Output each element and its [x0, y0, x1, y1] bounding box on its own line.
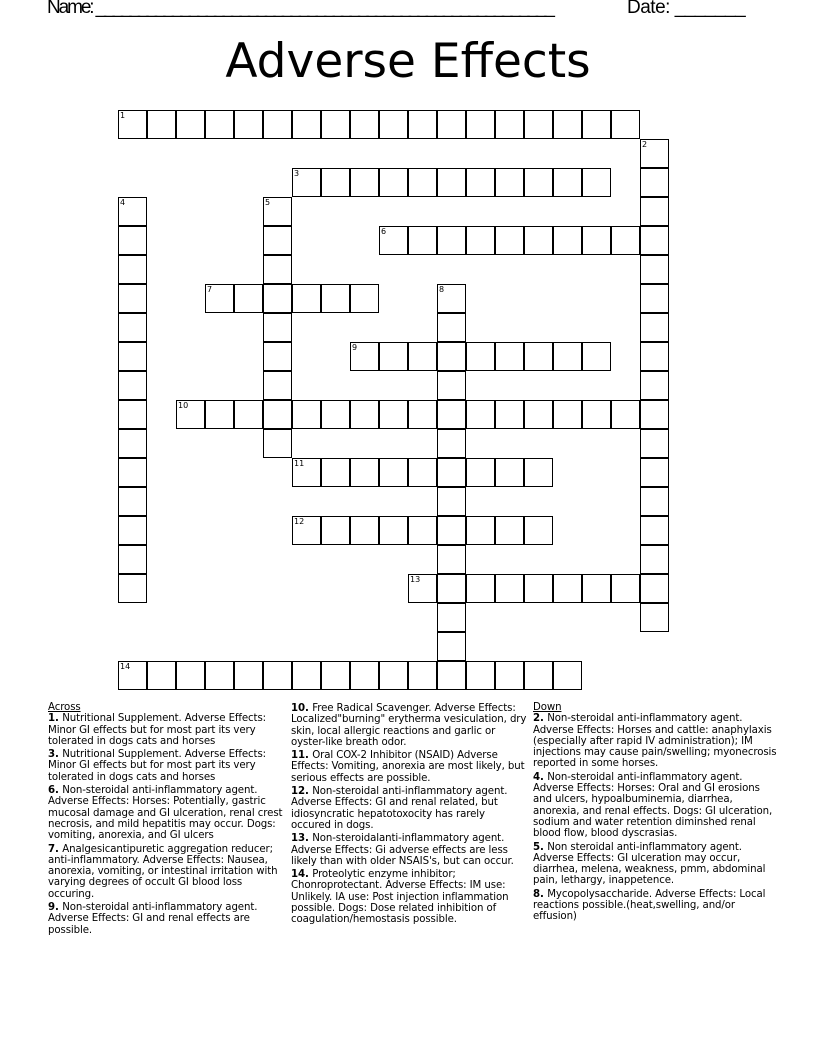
grid-cell[interactable] [118, 661, 147, 690]
grid-cell[interactable] [118, 429, 147, 458]
clue-text: Non-steroidal anti-inflammatory agent. Adverse Effects: GI and renal effects are possible. [48, 902, 258, 936]
grid-cell[interactable] [524, 574, 553, 603]
clue-number: 12 [291, 786, 305, 798]
grid-cell[interactable] [466, 574, 495, 603]
cell-number: 8 [439, 285, 445, 294]
grid-cell[interactable] [640, 313, 669, 342]
grid-cell[interactable] [524, 661, 553, 690]
across-clues-continued [291, 703, 527, 928]
grid-cell[interactable] [350, 168, 379, 197]
down-clue: 8. Mycopolysaccharide. Adverse Effects: Local reactions possible.(heat,swelling, and/or effusion) [533, 888, 766, 923]
grid-cell[interactable] [466, 342, 495, 371]
down-clues [533, 702, 778, 925]
clue-text: Nutritional Supplement. Adverse Effects: Minor GI effects but for most part its very tolerated in dogs cats and horses [48, 749, 266, 783]
across-clue: 9. Non-steroidal anti-inflammatory agent. Adverse Effects: GI and renal effects are possible. [48, 902, 258, 936]
grid-cell[interactable] [640, 516, 669, 545]
grid-cell[interactable] [553, 226, 582, 255]
grid-cell[interactable] [263, 429, 292, 458]
grid-cell[interactable] [118, 487, 147, 516]
clue-number: 13 [291, 833, 305, 845]
clue-text: Nutritional Supplement. Adverse Effects: Minor GI effects but for most part its very tolerated in dogs cats and horses [48, 713, 266, 747]
grid-cell[interactable] [466, 458, 495, 487]
grid-cell[interactable] [495, 458, 524, 487]
clue-text: Non-steroidal anti-inflammatory agent. Adverse Effects: GI and renal related, but idiosyncratic hepatotoxocity has rarely occured in dogs. [291, 786, 508, 831]
cell-number: 10 [178, 401, 189, 410]
cell-number: 9 [352, 343, 358, 352]
grid-cell[interactable] [640, 487, 669, 516]
clue-text: Oral COX-2 Inhibitor (NSAID) Adverse Effects: Vomiting, anorexia are most likely, but serious effects are possible. [291, 750, 525, 784]
grid-cell[interactable] [437, 284, 466, 313]
grid-cell[interactable] [292, 516, 321, 545]
grid-cell[interactable] [466, 516, 495, 545]
grid-cell[interactable] [350, 400, 379, 429]
grid-cell[interactable] [118, 197, 147, 226]
grid-cell[interactable] [292, 661, 321, 690]
grid-cell[interactable] [495, 661, 524, 690]
grid-cell[interactable] [205, 661, 234, 690]
cell-number: 3 [294, 169, 300, 178]
grid-cell[interactable] [292, 284, 321, 313]
grid-cell[interactable] [118, 516, 147, 545]
cell-number: 1 [120, 111, 126, 120]
grid-cell[interactable] [640, 400, 669, 429]
grid-cell[interactable] [263, 400, 292, 429]
grid-cell[interactable] [350, 110, 379, 139]
grid-cell[interactable] [379, 168, 408, 197]
grid-cell[interactable] [379, 342, 408, 371]
clue-text: Proteolytic enzyme inhibitor; Chonroprotectant. Adverse Effects: IM use: Unlikely. IA use: Post injection inflammation possible. Dogs: Dose related inhibition of coagulation/hemostasis possible. [291, 869, 509, 926]
grid-cell[interactable] [118, 255, 147, 284]
grid-cell[interactable] [640, 545, 669, 574]
grid-cell[interactable] [350, 458, 379, 487]
grid-cell[interactable] [118, 545, 147, 574]
grid-cell[interactable] [495, 226, 524, 255]
grid-cell[interactable] [495, 110, 524, 139]
cell-number: 13 [410, 575, 421, 584]
cell-number: 2 [642, 140, 648, 149]
grid-cell[interactable] [437, 313, 466, 342]
grid-cell[interactable] [524, 342, 553, 371]
grid-cell[interactable] [118, 110, 147, 139]
grid-cell[interactable] [524, 226, 553, 255]
grid-cell[interactable] [118, 226, 147, 255]
grid-cell[interactable] [321, 110, 350, 139]
grid-cell[interactable] [553, 168, 582, 197]
clue-text: Non-steroidalanti-inflammatory agent. Adverse Effects: Gi adverse effects are less likely than with older NSAIS's, but can occur. [291, 833, 514, 867]
grid-cell[interactable] [640, 429, 669, 458]
grid-cell[interactable] [408, 226, 437, 255]
grid-cell[interactable] [408, 168, 437, 197]
grid-cell[interactable] [147, 110, 176, 139]
grid-cell[interactable] [321, 400, 350, 429]
grid-cell[interactable] [437, 110, 466, 139]
grid-cell[interactable] [437, 632, 466, 661]
grid-cell[interactable] [466, 110, 495, 139]
grid-cell[interactable] [582, 400, 611, 429]
grid-cell[interactable] [466, 400, 495, 429]
grid-cell[interactable] [234, 661, 263, 690]
grid-cell[interactable] [292, 400, 321, 429]
across-clue: 14. Proteolytic enzyme inhibitor; Chonroprotectant. Adverse Effects: IM use: Unlikely. IA use: Post injection inflammation possible. Dogs: Dose related inhibition of coagulation/hemostasis possible. [291, 869, 509, 926]
grid-cell[interactable] [611, 110, 640, 139]
grid-cell[interactable] [408, 661, 437, 690]
cell-number: 14 [120, 662, 131, 671]
grid-cell[interactable] [321, 168, 350, 197]
grid-cell[interactable] [350, 342, 379, 371]
grid-cell[interactable] [437, 342, 466, 371]
grid-cell[interactable] [437, 458, 466, 487]
clue-number: 3 [48, 749, 55, 761]
clue-text: Mycopolysaccharide. Adverse Effects: Local reactions possible.(heat,swelling, and/or effusion) [533, 888, 766, 923]
grid-cell[interactable] [437, 545, 466, 574]
grid-cell[interactable] [118, 574, 147, 603]
grid-cell[interactable] [263, 255, 292, 284]
across-clue: 11. Oral COX-2 Inhibitor (NSAID) Adverse Effects: Vomiting, anorexia are most likely, but serious effects are possible. [291, 750, 525, 784]
grid-cell[interactable] [437, 400, 466, 429]
grid-cell[interactable] [437, 168, 466, 197]
cell-number: 7 [207, 285, 213, 294]
across-clue: 7. Analgesicantipuretic aggregation reducer; anti-inflammatory. Adverse Effects: Nausea, anorexia, vomiting, or intestinal irritation with varying degrees of occult GI blood loss occuring. [48, 843, 278, 900]
grid-cell[interactable] [437, 574, 466, 603]
grid-cell[interactable] [205, 400, 234, 429]
grid-cell[interactable] [176, 661, 205, 690]
grid-cell[interactable] [205, 110, 234, 139]
grid-cell[interactable] [582, 574, 611, 603]
across-clue: 10. Free Radical Scavenger. Adverse Effects: Localized"burning" erytherma vesiculation, dry skin, local allergic reactions and garlic or oyster-like breath odor. [291, 703, 527, 748]
across-clue: 12. Non-steroidal anti-inflammatory agent. Adverse Effects: GI and renal related, but idiosyncratic hepatotoxocity has rarely occured in dogs. [291, 786, 508, 831]
grid-cell[interactable] [118, 313, 147, 342]
grid-cell[interactable] [640, 603, 669, 632]
grid-cell[interactable] [640, 574, 669, 603]
grid-cell[interactable] [466, 661, 495, 690]
grid-cell[interactable] [408, 516, 437, 545]
cell-number: 6 [381, 227, 387, 236]
clue-number: 14 [291, 869, 305, 881]
grid-cell[interactable] [495, 574, 524, 603]
date-field[interactable]: Date: _______ [627, 0, 746, 18]
grid-cell[interactable] [611, 226, 640, 255]
clue-number: 7 [48, 843, 55, 855]
grid-cell[interactable] [437, 661, 466, 690]
grid-cell[interactable] [176, 110, 205, 139]
grid-cell[interactable] [640, 139, 669, 168]
grid-cell[interactable] [495, 342, 524, 371]
grid-cell[interactable] [582, 168, 611, 197]
grid-cell[interactable] [321, 458, 350, 487]
grid-cell[interactable] [524, 168, 553, 197]
grid-cell[interactable] [495, 516, 524, 545]
grid-cell[interactable] [553, 400, 582, 429]
grid-cell[interactable] [234, 110, 263, 139]
grid-cell[interactable] [408, 342, 437, 371]
across-clue: 13. Non-steroidalanti-inflammatory agent. Adverse Effects: Gi adverse effects are less likely than with older NSAIS's, but can occur. [291, 833, 514, 867]
grid-cell[interactable] [495, 400, 524, 429]
grid-cell[interactable] [437, 487, 466, 516]
grid-cell[interactable] [524, 516, 553, 545]
grid-cell[interactable] [263, 197, 292, 226]
grid-cell[interactable] [524, 400, 553, 429]
grid-cell[interactable] [321, 661, 350, 690]
grid-cell[interactable] [640, 371, 669, 400]
grid-cell[interactable] [379, 226, 408, 255]
grid-cell[interactable] [524, 458, 553, 487]
grid-cell[interactable] [350, 516, 379, 545]
clue-number: 6 [48, 785, 55, 797]
name-field[interactable]: Name: ______________________________________________________ [47, 0, 553, 18]
grid-cell[interactable] [553, 661, 582, 690]
grid-cell[interactable] [321, 516, 350, 545]
grid-cell[interactable] [350, 284, 379, 313]
grid-cell[interactable] [524, 110, 553, 139]
clue-number: 9 [48, 902, 55, 914]
clue-text: Non-steroidal anti-inflammatory agent. Adverse Effects: Horses and cattle: anaphylaxis (especially after rapid IV administration); IM injections may cause pain/swelling; myonecrosis reported in some horses. [533, 713, 777, 770]
grid-cell[interactable] [582, 342, 611, 371]
grid-cell[interactable] [640, 168, 669, 197]
clue-number: 11 [291, 750, 305, 762]
across-clue: 6. Non-steroidal anti-inflammatory agent. Adverse Effects: Horses: Potentially, gastric mucosal damage and GI ulceration, renal crest necrosis, and mild hepatitis may occur. Dogs: vomiting, anorexia, and GI ulcers [48, 785, 283, 842]
grid-cell[interactable] [437, 603, 466, 632]
down-clue: 5. Non steroidal anti-inflammatory agent. Adverse Effects: GI ulceration may occur, diarrhea, melena, weakness, pmm, abdominal pain, lethargy, inappetence. [533, 841, 766, 887]
grid-cell[interactable] [466, 168, 495, 197]
grid-cell[interactable] [611, 400, 640, 429]
grid-cell[interactable] [263, 226, 292, 255]
down-clue: 2. Non-steroidal anti-inflammatory agent. Adverse Effects: Horses and cattle: anaphylaxis (especially after rapid IV administration); IM injections may cause pain/swelling; myonecrosis reported in some horses. [533, 713, 777, 770]
grid-cell[interactable] [640, 226, 669, 255]
grid-cell[interactable] [437, 371, 466, 400]
grid-cell[interactable] [640, 458, 669, 487]
grid-cell[interactable] [379, 110, 408, 139]
grid-cell[interactable] [118, 458, 147, 487]
grid-cell[interactable] [292, 168, 321, 197]
cell-number: 4 [120, 198, 126, 207]
grid-cell[interactable] [379, 661, 408, 690]
grid-cell[interactable] [437, 516, 466, 545]
across-clue: 1. Nutritional Supplement. Adverse Effects: Minor GI effects but for most part its very tolerated in dogs cats and horses [48, 713, 266, 747]
grid-cell[interactable] [118, 400, 147, 429]
grid-cell[interactable] [118, 284, 147, 313]
cell-number: 11 [294, 459, 305, 468]
grid-cell[interactable] [582, 226, 611, 255]
grid-cell[interactable] [408, 458, 437, 487]
clue-number: 1 [48, 713, 55, 725]
grid-cell[interactable] [640, 342, 669, 371]
across-clues [48, 702, 284, 938]
page-title: Adverse Effects [225, 34, 591, 89]
clue-text: Non steroidal anti-inflammatory agent. Adverse Effects: GI ulceration may occur, diarrhea, melena, weakness, pmm, abdominal pain, lethargy, inappetence. [533, 841, 766, 887]
clue-text: Non-steroidal anti-inflammatory agent. Adverse Effects: Horses: Potentially, gastric mucosal damage and GI ulceration, renal crest necrosis, and mild hepatitis may occur. Dogs: vomiting, anorexia, and GI ulcers [48, 785, 283, 842]
grid-cell[interactable] [263, 661, 292, 690]
grid-cell[interactable] [553, 574, 582, 603]
grid-cell[interactable] [640, 284, 669, 313]
grid-cell[interactable] [379, 516, 408, 545]
grid-cell[interactable] [466, 226, 495, 255]
grid-cell[interactable] [408, 110, 437, 139]
grid-cell[interactable] [292, 458, 321, 487]
grid-cell[interactable] [292, 110, 321, 139]
grid-cell[interactable] [350, 661, 379, 690]
grid-cell[interactable] [611, 574, 640, 603]
grid-cell[interactable] [263, 110, 292, 139]
clue-text: Analgesicantipuretic aggregation reducer; anti-inflammatory. Adverse Effects: Nausea, anorexia, vomiting, or intestinal irritation with varying degrees of occult GI blood loss occuring. [48, 843, 278, 900]
grid-cell[interactable] [437, 226, 466, 255]
down-heading: Down [533, 702, 562, 713]
grid-cell[interactable] [640, 255, 669, 284]
grid-cell[interactable] [582, 110, 611, 139]
clue-text: Free Radical Scavenger. Adverse Effects: Localized"burning" erytherma vesiculation, dry skin, local allergic reactions and garlic or oyster-like breath odor. [291, 703, 527, 748]
cell-number: 5 [265, 198, 271, 207]
grid-cell[interactable] [408, 400, 437, 429]
grid-cell[interactable] [437, 429, 466, 458]
grid-cell[interactable] [234, 400, 263, 429]
grid-cell[interactable] [321, 284, 350, 313]
clue-number: 4 [533, 771, 540, 783]
clue-number: 5 [533, 841, 540, 853]
grid-cell[interactable] [553, 342, 582, 371]
across-clue: 3. Nutritional Supplement. Adverse Effects: Minor GI effects but for most part its very tolerated in dogs cats and horses [48, 749, 266, 783]
grid-cell[interactable] [118, 342, 147, 371]
grid-cell[interactable] [379, 400, 408, 429]
across-heading: Across [48, 702, 81, 713]
grid-cell[interactable] [408, 574, 437, 603]
grid-cell[interactable] [495, 168, 524, 197]
clue-number: 2 [533, 713, 540, 725]
cell-number: 12 [294, 517, 305, 526]
clue-text: Non-steroidal anti-inflammatory agent. Adverse Effects: Horses: Oral and GI erosions and ulcers, hypoalbuminemia, diarrhea, anorexia, and renal effects. Dogs: GI ulceration, sodium and water retention diminshed renal blood flow, blood dyscrasias. [533, 771, 773, 840]
grid-cell[interactable] [176, 400, 205, 429]
grid-cell[interactable] [263, 313, 292, 342]
grid-cell[interactable] [147, 661, 176, 690]
grid-cell[interactable] [263, 371, 292, 400]
clue-number: 8 [533, 888, 540, 900]
grid-cell[interactable] [640, 197, 669, 226]
grid-cell[interactable] [205, 284, 234, 313]
grid-cell[interactable] [234, 284, 263, 313]
grid-cell[interactable] [553, 110, 582, 139]
grid-cell[interactable] [263, 342, 292, 371]
grid-cell[interactable] [118, 371, 147, 400]
clue-number: 10 [291, 703, 305, 714]
grid-cell[interactable] [263, 284, 292, 313]
grid-cell[interactable] [379, 458, 408, 487]
down-clue: 4. Non-steroidal anti-inflammatory agent. Adverse Effects: Horses: Oral and GI erosions and ulcers, hypoalbuminemia, diarrhea, anorexia, and renal effects. Dogs: GI ulceration, sodium and water retention diminshed renal blood flow, blood dyscrasias. [533, 771, 773, 840]
